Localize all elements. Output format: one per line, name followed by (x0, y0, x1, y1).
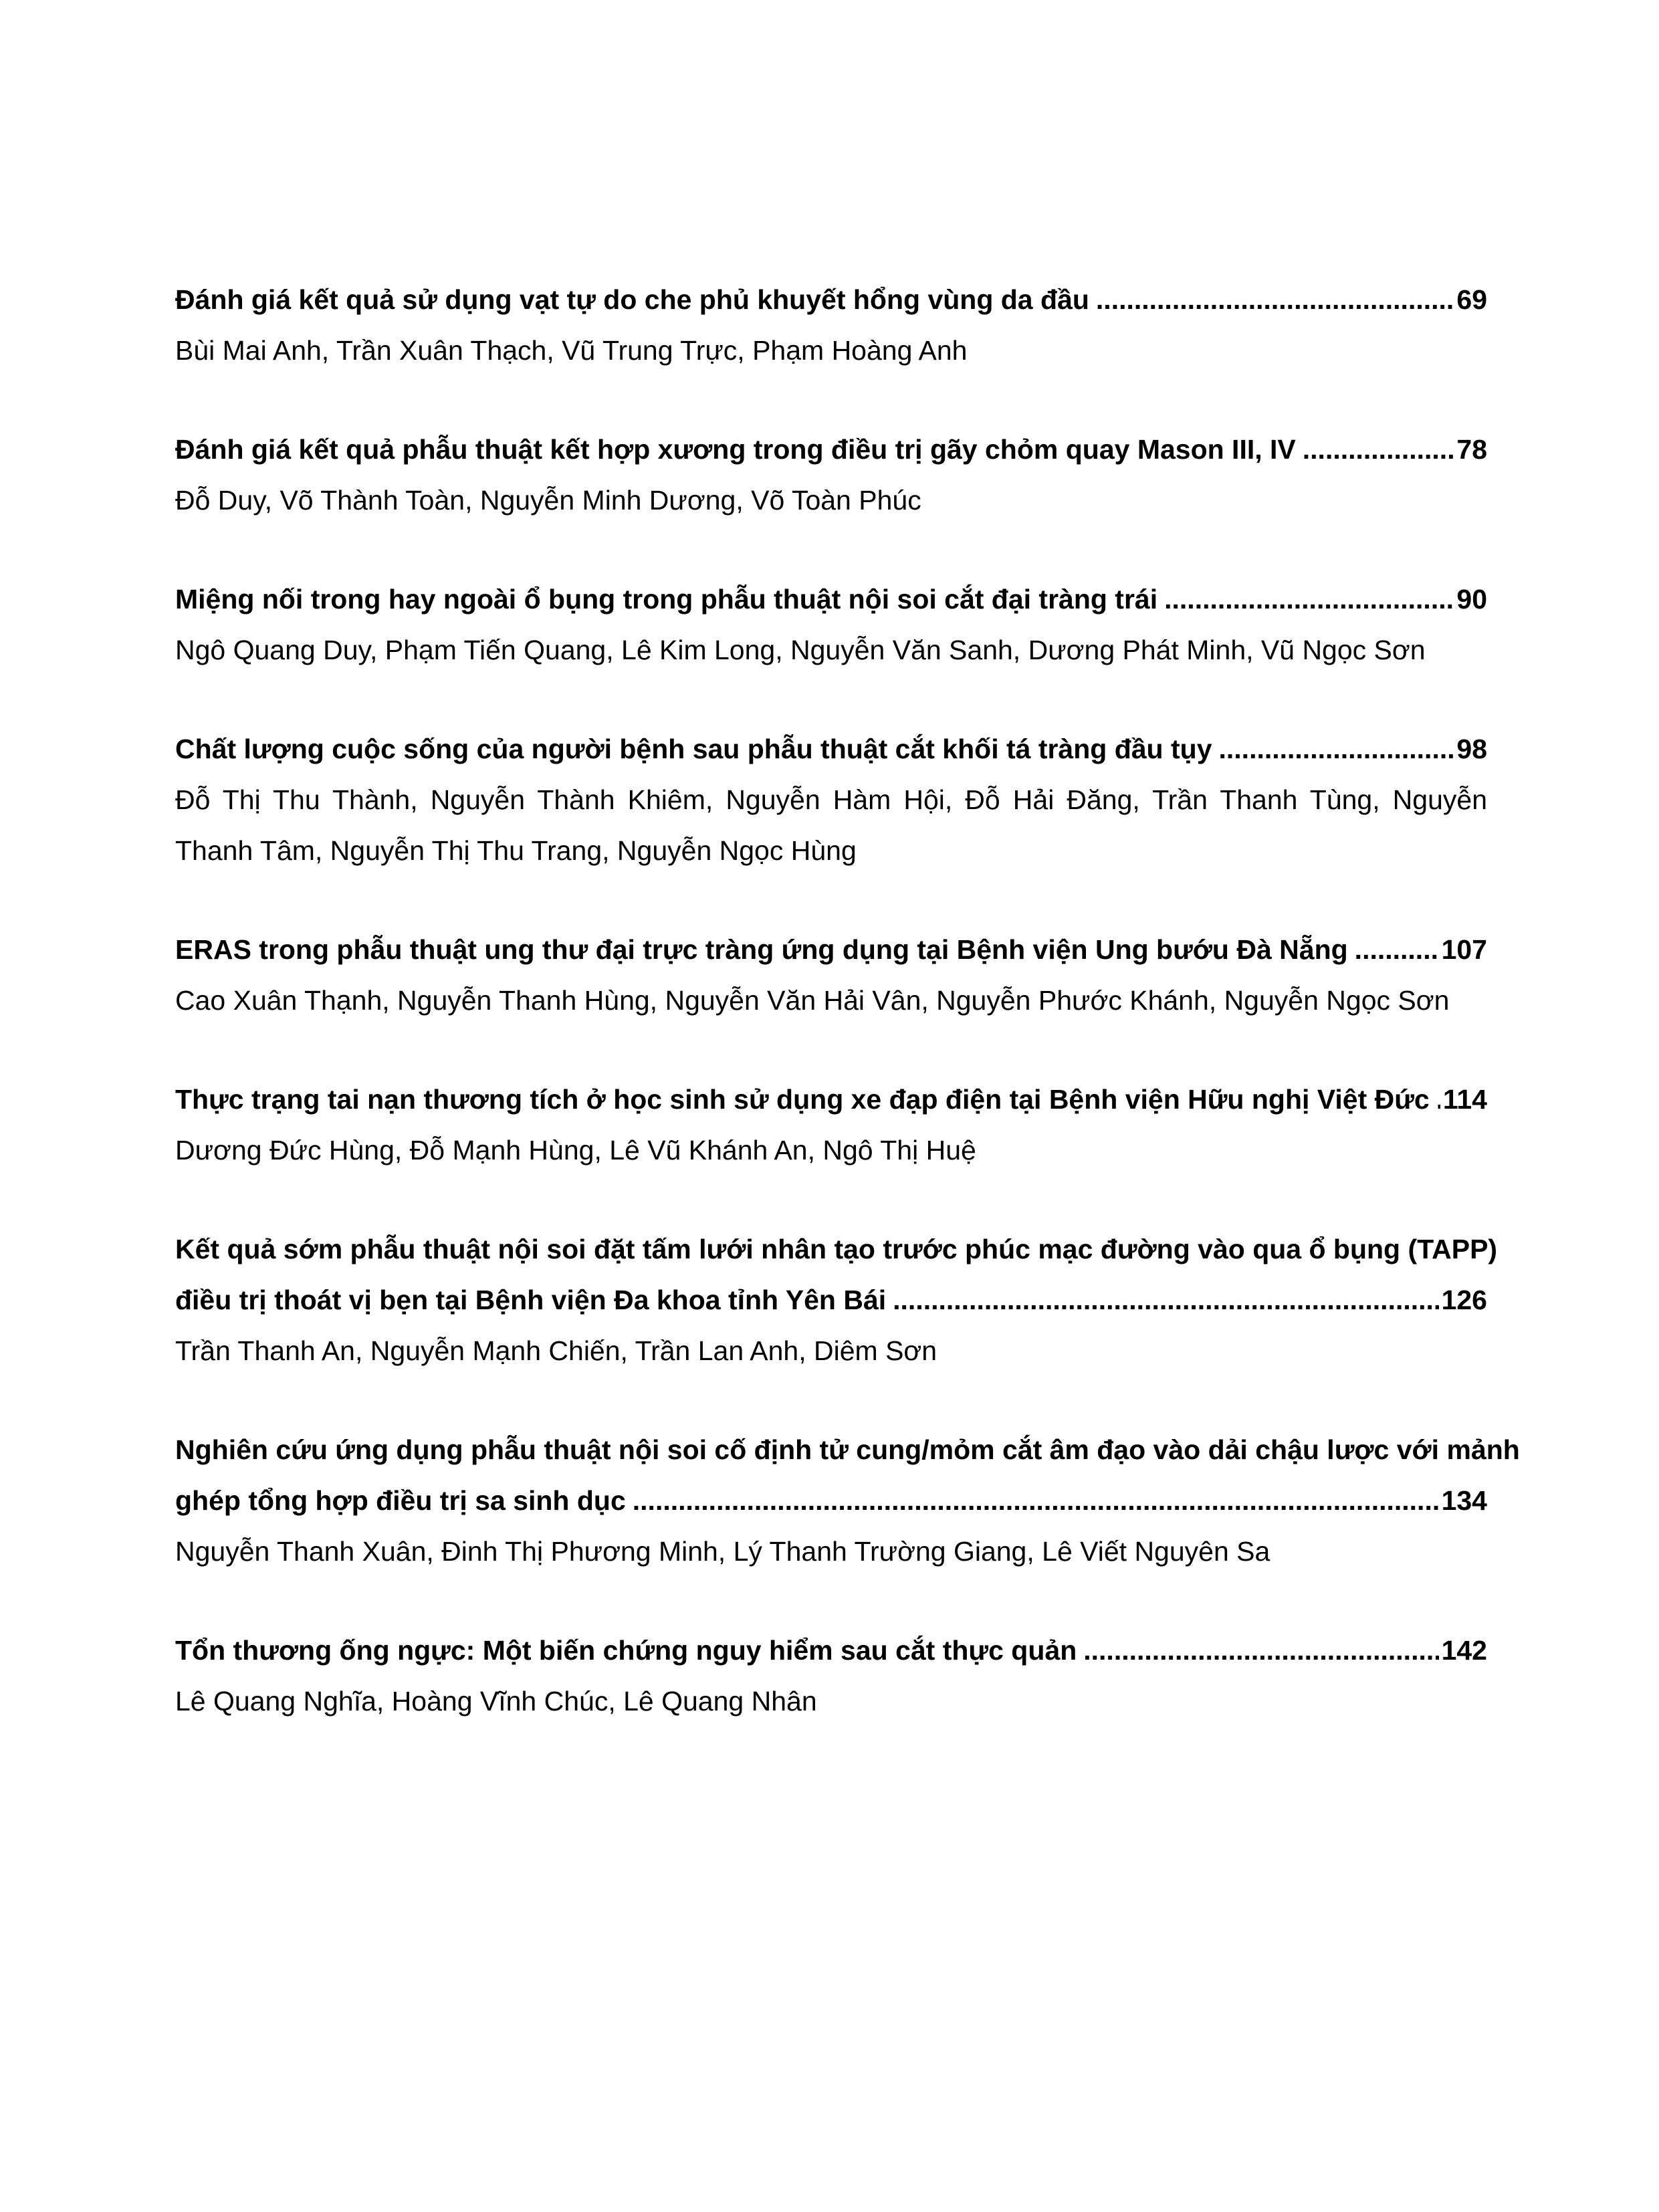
toc-title: Đánh giá kết quả phẫu thuật kết hợp xương trong điều trị gãy chỏm quay Mason III, IV (175, 434, 1296, 465)
toc-leader-dots (633, 1475, 1439, 1526)
toc-leader-dots (1083, 1625, 1438, 1676)
toc-page-number: 78 (1456, 434, 1487, 465)
toc-title: Thực trạng tai nạn thương tích ở học sinh sử dụng xe đạp điện tại Bệnh viện Hữu nghị Việt Đức (175, 1084, 1430, 1115)
table-of-contents (175, 274, 1520, 1775)
toc-title-block[interactable] (175, 1424, 1520, 1475)
toc-entry (175, 274, 1487, 376)
toc-leader-dots (1096, 274, 1454, 325)
toc-leader-dots (1219, 724, 1454, 774)
toc-authors: Đỗ Thị Thu Thành, Nguyễn Thành Khiêm, Nguyễn Hàm Hội, Đỗ Hải Đăng, Trần Thanh Tùng, Nguyễn Thanh Tâm, Nguyễn Thị Thu Trang, Nguyễn Ngọc Hùng (175, 784, 1487, 866)
toc-entry (175, 924, 1487, 1026)
toc-entry (175, 574, 1487, 675)
toc-title-line[interactable] (175, 924, 1487, 975)
toc-title-line[interactable] (175, 1074, 1487, 1125)
toc-title-line1: Kết quả sớm phẫu thuật nội soi đặt tấm lưới nhân tạo trước phúc mạc đường vào qua ổ bụng (TAPP) (175, 1234, 1498, 1264)
toc-title: Tổn thương ống ngực: Một biến chứng nguy hiểm sau cắt thực quản (175, 1635, 1077, 1666)
toc-page-number: 114 (1442, 1084, 1487, 1115)
toc-title-line[interactable] (175, 574, 1487, 625)
toc-leader-dots (1355, 924, 1439, 975)
toc-leader-dots (1436, 1074, 1440, 1125)
toc-authors: Cao Xuân Thạnh, Nguyễn Thanh Hùng, Nguyễn Văn Hải Vân, Nguyễn Phước Khánh, Nguyễn Ngọc Sơn (175, 985, 1450, 1016)
toc-page-number: 69 (1456, 284, 1487, 315)
toc-title-line[interactable] (175, 274, 1487, 325)
toc-title-line[interactable] (175, 1625, 1487, 1676)
toc-leader-dots (1164, 574, 1454, 625)
toc-page-number: 134 (1441, 1485, 1487, 1516)
toc-authors: Ngô Quang Duy, Phạm Tiến Quang, Lê Kim Long, Nguyễn Văn Sanh, Dương Phát Minh, Vũ Ngọc Sơn (175, 635, 1426, 665)
toc-leader-dots (893, 1275, 1438, 1325)
toc-authors: Lê Quang Nghĩa, Hoàng Vĩnh Chúc, Lê Quang Nhân (175, 1686, 817, 1717)
toc-authors: Bùi Mai Anh, Trần Xuân Thạch, Vũ Trung Trực, Phạm Hoàng Anh (175, 335, 968, 366)
toc-title: ERAS trong phẫu thuật ung thư đại trực tràng ứng dụng tại Bệnh viện Ung bướu Đà Nẵng (175, 934, 1348, 965)
toc-entry (175, 1224, 1498, 1376)
toc-title-block[interactable] (175, 1224, 1498, 1275)
toc-page-number: 126 (1441, 1285, 1487, 1315)
toc-title-line[interactable] (175, 424, 1487, 475)
toc-title: Chất lượng cuộc sống của người bệnh sau phẫu thuật cắt khối tá tràng đầu tụy (175, 734, 1212, 764)
toc-page-number: 142 (1441, 1635, 1487, 1666)
toc-entry (175, 1074, 1487, 1176)
toc-page-number: 90 (1456, 584, 1487, 615)
toc-authors: Nguyễn Thanh Xuân, Đinh Thị Phương Minh, Lý Thanh Trường Giang, Lê Viết Nguyên Sa (175, 1536, 1270, 1567)
toc-entry (175, 724, 1487, 876)
toc-leader-dots (1303, 424, 1454, 475)
toc-authors: Trần Thanh An, Nguyễn Mạnh Chiến, Trần Lan Anh, Diêm Sơn (175, 1335, 937, 1366)
toc-title-line1: Nghiên cứu ứng dụng phẫu thuật nội soi cố định tử cung/mỏm cắt âm đạo vào dải chậu lược với mảnh (175, 1434, 1520, 1465)
toc-title-line2: ghép tổng hợp điều trị sa sinh dục (175, 1485, 626, 1516)
toc-page-number: 107 (1441, 934, 1487, 965)
toc-page-number: 98 (1456, 734, 1487, 764)
toc-authors: Dương Đức Hùng, Đỗ Mạnh Hùng, Lê Vũ Khánh An, Ngô Thị Huệ (175, 1135, 976, 1166)
toc-title-line[interactable] (175, 724, 1487, 774)
toc-title: Miệng nối trong hay ngoài ổ bụng trong phẫu thuật nội soi cắt đại tràng trái (175, 584, 1158, 615)
toc-entry (175, 1625, 1487, 1727)
toc-entry (175, 1424, 1520, 1577)
toc-title-line2: điều trị thoát vị bẹn tại Bệnh viện Đa khoa tỉnh Yên Bái (175, 1285, 887, 1315)
toc-title-line[interactable] (175, 1475, 1487, 1526)
toc-authors: Đỗ Duy, Võ Thành Toàn, Nguyễn Minh Dương, Võ Toàn Phúc (175, 485, 921, 516)
toc-title: Đánh giá kết quả sử dụng vạt tự do che phủ khuyết hổng vùng da đầu (175, 284, 1089, 315)
toc-entry (175, 424, 1487, 526)
toc-title-line[interactable] (175, 1275, 1487, 1325)
